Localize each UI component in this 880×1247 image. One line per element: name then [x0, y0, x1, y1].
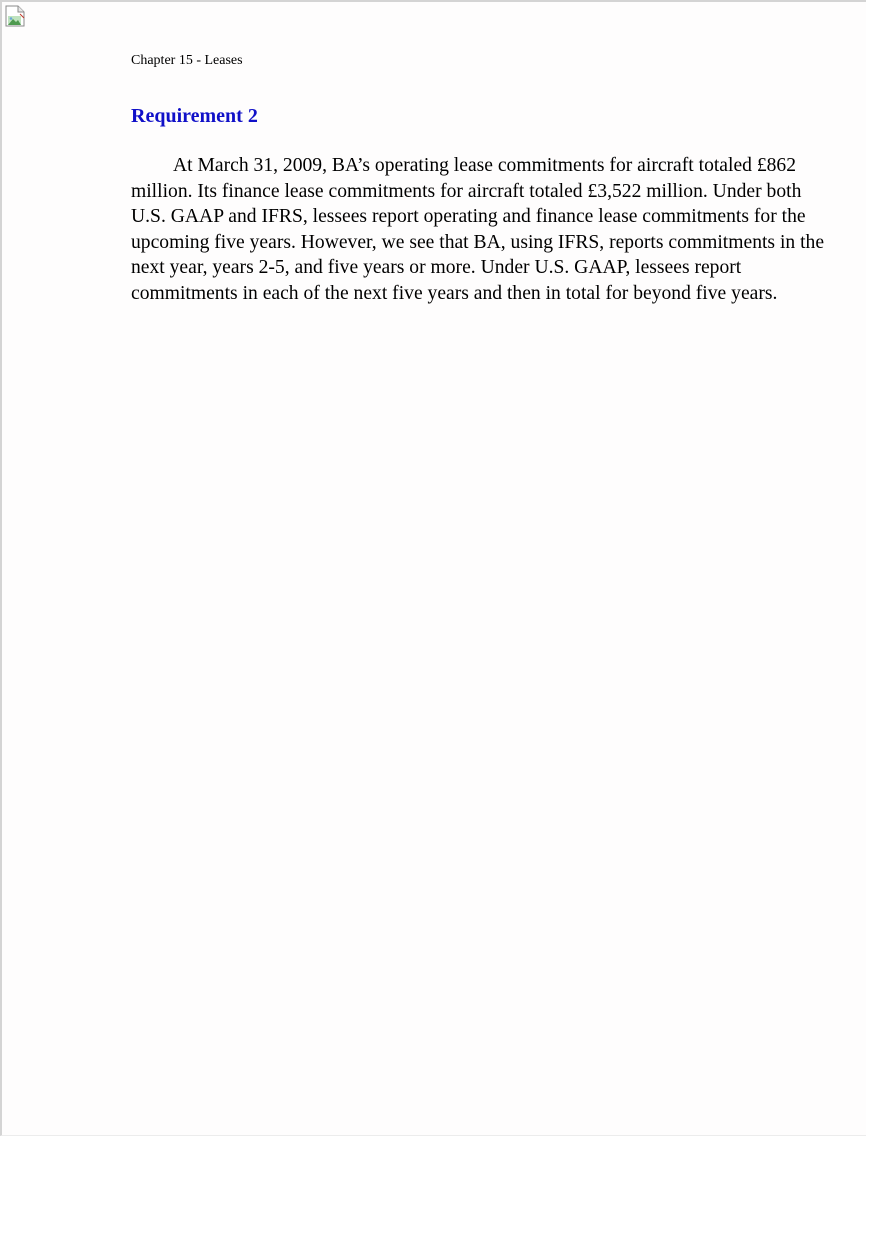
running-head: Chapter 15 - Leases — [131, 53, 243, 68]
section-heading: Requirement 2 — [131, 105, 258, 127]
body-paragraph: At March 31, 2009, BA’s operating lease commitments for aircraft totaled £862 million. Its finance lease commitments for aircraft totaled £3,522 million. Under both U.S. GAAP and IFRS, lessees report operating and finance lease commitments for the upcoming five years. However, we see that BA, using IFRS, reports commitments in the next year, years 2-5, and five years or more. Under U.S. GAAP, lessees report commitments in each of the next five years and then in total for beyond five years. — [131, 155, 825, 304]
broken-image-icon — [5, 5, 27, 27]
